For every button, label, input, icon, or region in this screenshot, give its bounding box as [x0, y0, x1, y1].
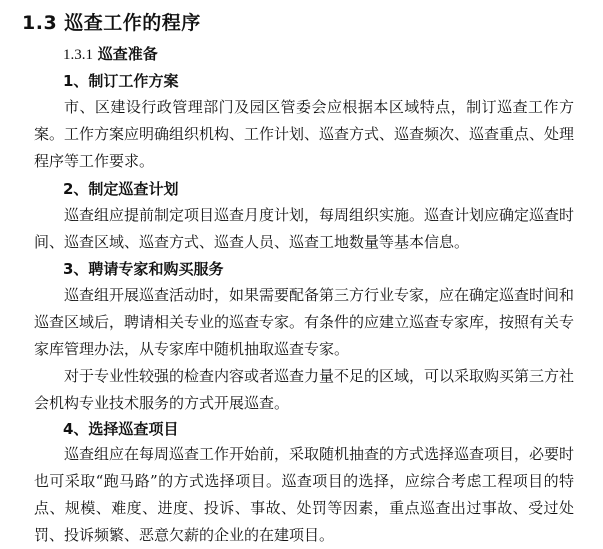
item-3-paragraph-2: 对于专业性较强的检查内容或者巡查力量不足的区域，可以采取购买第三方社会机构专业技术服务的方式开展巡查。: [34, 367, 575, 412]
section-title: 1.3 巡查工作的程序: [22, 12, 201, 34]
item-1-paragraph-1: 市、区建设行政管理部门及园区管委会应根据本区域特点，制订巡查工作方案。工作方案应明确组织机构、工作计划、巡查方式、巡查频次、巡查重点、处理程序等工作要求。: [34, 98, 575, 170]
item-2-paragraph-1: 巡查组应提前制定项目巡查月度计划，每周组织实施。巡查计划应确定巡查时间、巡查区域、巡查方式、巡查人员、巡查工地数量等基本信息。: [34, 206, 575, 251]
item-heading-1: 1、制订工作方案: [63, 72, 179, 90]
subsection-heading: [63, 43, 158, 64]
item-heading-4: 4、选择巡查项目: [63, 420, 179, 438]
item-heading-3: 3、聘请专家和购买服务: [63, 260, 224, 278]
item-heading-2: 2、制定巡查计划: [63, 180, 179, 198]
item-4-paragraph-1: 巡查组应在每周巡查工作开始前，采取随机抽查的方式选择巡查项目，必要时也可采取“跑马路”的方式选择项目。巡查项目的选择，应综合考虑工程项目的特点、规模、难度、进度、投诉、事故、处罚等因素，重点巡查出过事故、受过处罚、投诉频繁、恶意欠薪的企业的在建项目。: [34, 445, 575, 544]
item-3-paragraph-1: 巡查组开展巡查活动时，如果需要配备第三方行业专家，应在确定巡查时间和巡查区域后，聘请相关专业的巡查专家。有条件的应建立巡查专家库，按照有关专家库管理办法，从专家库中随机抽取巡查专家。: [34, 286, 575, 358]
subsection-number: 1.3.1: [63, 47, 93, 63]
subsection-title: 巡查准备: [97, 45, 158, 63]
